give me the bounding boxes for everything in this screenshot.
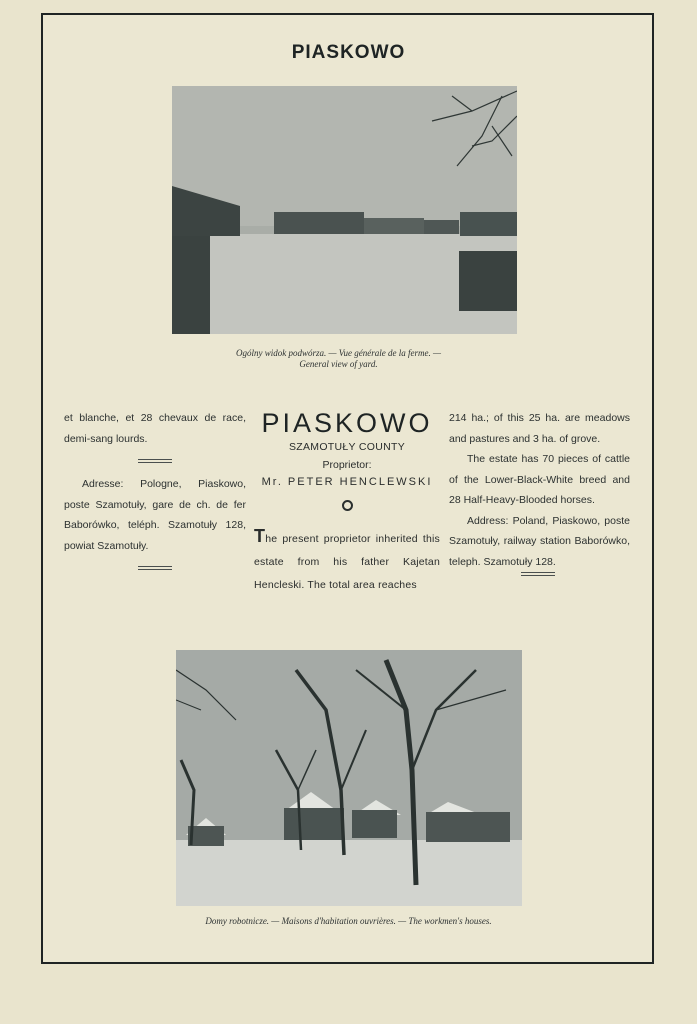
- photo-caption-houses: Domy robotnicze. — Maisons d'habitation ouvrières. — The workmen's houses.: [205, 916, 492, 926]
- right-paragraph-1: 214 ha.; of this 25 ha. are meadows and pastures and 3 ha. of grove.: [449, 412, 630, 445]
- double-rule-divider: [521, 572, 555, 576]
- photo-workmens-houses: [176, 650, 522, 906]
- county-label: SZAMOTUŁY COUNTY: [288, 441, 406, 453]
- right-paragraph-2: The estate has 70 pieces of cattle of the Lower-Black-White breed and 28 Half-Heavy-Blooded horses.: [449, 453, 630, 506]
- houses-photo-image: [176, 650, 522, 906]
- proprietor-label: Proprietor:: [322, 459, 372, 471]
- ring-ornament-icon: [342, 500, 353, 511]
- right-column: [449, 408, 630, 576]
- estate-name-heading: PIASKOWO: [261, 408, 433, 438]
- yard-photo-image: [172, 86, 517, 334]
- double-rule-divider: [138, 459, 172, 463]
- photo-caption-yard: [190, 348, 487, 370]
- left-paragraph-2: Adresse: Pologne, Piaskowo, poste Szamotuły, gare de ch. de fer Baborówko, teléph. Szamotuły 128, powiat Szamotuły.: [64, 478, 246, 552]
- center-column: [254, 406, 440, 597]
- page-title: PIASKOWO: [291, 42, 406, 63]
- center-body-text: [254, 525, 440, 597]
- photo-general-view-of-yard: [172, 86, 517, 334]
- left-column: [64, 408, 246, 581]
- drop-cap: T: [254, 526, 266, 546]
- proprietor-name: Mr. PETER HENCLEWSKI: [261, 476, 433, 488]
- caption-yard-line1: Ogólny widok podwórza. — Vue générale de la ferme. —: [235, 348, 442, 358]
- double-rule-divider: [138, 566, 172, 570]
- right-paragraph-3: Address: Poland, Piaskowo, poste Szamotuły, railway station Baborówko, teleph. Szamotuły 128.: [449, 514, 630, 568]
- left-paragraph-1: et blanche, et 28 chevaux de race, demi-sang lourds.: [64, 412, 246, 445]
- center-body-paragraph: he present proprietor inherited this estate from his father Kajetan Hencleski. The total area reaches: [254, 533, 440, 591]
- caption-yard-line2: General view of yard.: [299, 359, 378, 369]
